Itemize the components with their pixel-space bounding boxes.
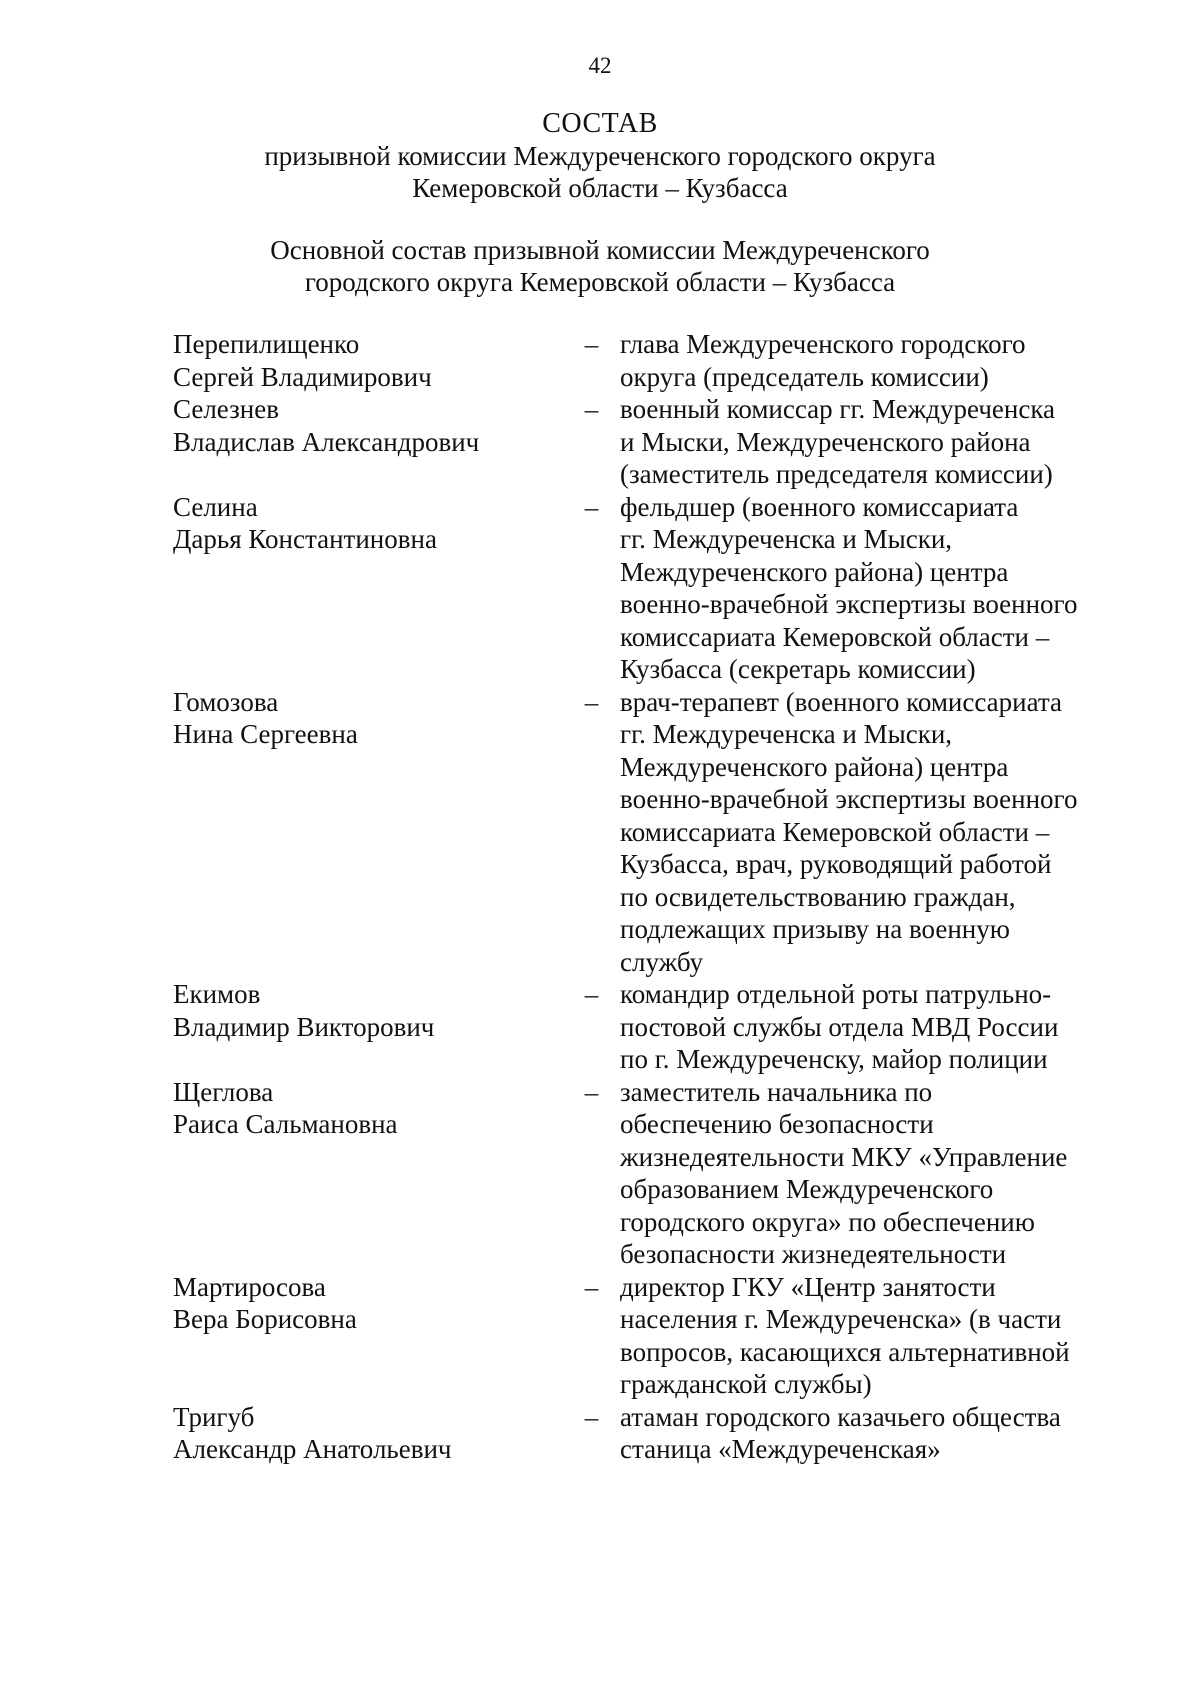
page-number: 42 xyxy=(588,53,612,78)
member-role xyxy=(620,686,1123,979)
section-subheading xyxy=(0,234,1200,298)
heading-line-1: призывной комиссии Междуреченского городского округа xyxy=(264,141,936,171)
member-surname: Селезнев xyxy=(173,394,279,424)
member-dash: – xyxy=(584,491,599,522)
member-role-line: атаман городского казачьего общества xyxy=(620,1401,1061,1432)
member-row xyxy=(173,1271,1113,1401)
member-given-names: Владимир Викторович xyxy=(173,1011,435,1042)
member-surname: Мартиросова xyxy=(173,1271,326,1302)
member-name xyxy=(173,1401,573,1466)
member-role-line: по г. Междуреченску, майор полиции xyxy=(620,1044,1048,1074)
member-role xyxy=(620,1271,1123,1401)
member-role-line: жизнедеятельности МКУ «Управление xyxy=(620,1141,1068,1172)
member-role-line: директор ГКУ «Центр занятости xyxy=(620,1271,996,1302)
member-surname: Щеглова xyxy=(173,1076,274,1107)
member-surname: Гомозова xyxy=(173,686,279,717)
member-role-line: безопасности жизнедеятельности xyxy=(620,1239,1007,1269)
member-role-line: подлежащих призыву на военную xyxy=(620,914,1010,944)
member-surname: Тригуб xyxy=(173,1401,255,1432)
member-row xyxy=(173,491,1113,686)
member-role-line: комиссариата Кемеровской области – xyxy=(620,621,1050,652)
member-role-line: гражданской службы) xyxy=(620,1369,872,1399)
member-name xyxy=(173,328,573,393)
member-role-line: командир отдельной роты патрульно- xyxy=(620,979,1052,1009)
member-dash: – xyxy=(584,1076,599,1107)
member-role-line: врач-терапевт (военного комиссариата xyxy=(620,686,1063,717)
member-given-names: Вера Борисовна xyxy=(173,1304,357,1334)
document-heading xyxy=(0,108,1200,204)
member-role-line: гг. Междуреченска и Мыски, xyxy=(620,524,953,554)
member-given-names: Владислав Александрович xyxy=(173,426,480,457)
subheading-line-1: Основной состав призывной комиссии Междуреченского xyxy=(270,235,930,265)
member-name xyxy=(173,1076,573,1141)
member-role-line: вопросов, касающихся альтернативной xyxy=(620,1336,1070,1367)
member-role-line: глава Междуреченского городского xyxy=(620,329,1026,359)
member-role xyxy=(620,491,1123,686)
member-role-line: городского округа» по обеспечению xyxy=(620,1206,1035,1237)
member-role xyxy=(620,1076,1123,1271)
member-dash: – xyxy=(584,329,599,359)
member-name xyxy=(173,491,573,556)
heading-title: СОСТАВ xyxy=(542,108,658,139)
member-role-line: Междуреченского района) центра xyxy=(620,751,1009,782)
member-row xyxy=(173,978,1113,1076)
member-surname: Перепилищенко xyxy=(173,329,360,359)
member-dash: – xyxy=(584,686,599,717)
member-role xyxy=(620,1401,1123,1466)
member-row xyxy=(173,1401,1113,1466)
member-row xyxy=(173,686,1113,979)
member-dash: – xyxy=(584,1271,599,1302)
member-role-line: Кузбасса (секретарь комиссии) xyxy=(620,654,976,684)
member-role-line: военно-врачебной экспертизы военного xyxy=(620,784,1078,814)
member-dash: – xyxy=(584,394,599,424)
member-role-line: постовой службы отдела МВД России xyxy=(620,1011,1059,1042)
member-role-line: образованием Междуреченского xyxy=(620,1174,994,1204)
member-role-line: гг. Междуреченска и Мыски, xyxy=(620,719,953,749)
member-given-names: Сергей Владимирович xyxy=(173,361,432,392)
member-role-line: населения г. Междуреченска» (в части xyxy=(620,1304,1062,1334)
member-role-line: Кузбасса, врач, руководящий работой xyxy=(620,849,1052,879)
member-given-names: Нина Сергеевна xyxy=(173,719,358,749)
member-dash: – xyxy=(584,1401,599,1432)
members-list xyxy=(173,328,1113,1466)
member-role xyxy=(620,328,1123,393)
member-row xyxy=(173,328,1113,393)
member-role xyxy=(620,978,1123,1076)
member-name xyxy=(173,978,573,1043)
member-role-line: заместитель начальника по xyxy=(620,1076,933,1107)
member-role-line: по освидетельствованию граждан, xyxy=(620,881,1016,912)
member-role-line: службу xyxy=(620,946,704,977)
member-dash: – xyxy=(584,979,599,1009)
member-name xyxy=(173,393,573,458)
member-role-line: и Мыски, Междуреченского района xyxy=(620,426,1031,457)
member-role-line: Междуреченского района) центра xyxy=(620,556,1009,587)
member-role-line: фельдшер (военного комиссариата xyxy=(620,491,1019,522)
member-surname: Селина xyxy=(173,491,258,522)
member-role-line: комиссариата Кемеровской области – xyxy=(620,816,1050,847)
member-role-line: военно-врачебной экспертизы военного xyxy=(620,589,1078,619)
member-given-names: Александр Анатольевич xyxy=(173,1434,452,1464)
member-role-line: станица «Междуреченская» xyxy=(620,1434,941,1464)
member-name xyxy=(173,1271,573,1336)
member-row xyxy=(173,1076,1113,1271)
subheading-line-2: городского округа Кемеровской области – Кузбасса xyxy=(304,267,896,297)
member-role-line: (заместитель председателя комиссии) xyxy=(620,459,1053,489)
heading-line-2: Кемеровской области – Кузбасса xyxy=(412,173,788,203)
member-role-line: военный комиссар гг. Междуреченска xyxy=(620,394,1056,424)
member-role xyxy=(620,393,1123,491)
member-role-line: округа (председатель комиссии) xyxy=(620,361,989,392)
member-role-line: обеспечению безопасности xyxy=(620,1109,934,1139)
member-row xyxy=(173,393,1113,491)
member-name xyxy=(173,686,573,751)
member-given-names: Раиса Сальмановна xyxy=(173,1109,398,1139)
member-surname: Екимов xyxy=(173,979,261,1009)
member-given-names: Дарья Константиновна xyxy=(173,524,437,554)
